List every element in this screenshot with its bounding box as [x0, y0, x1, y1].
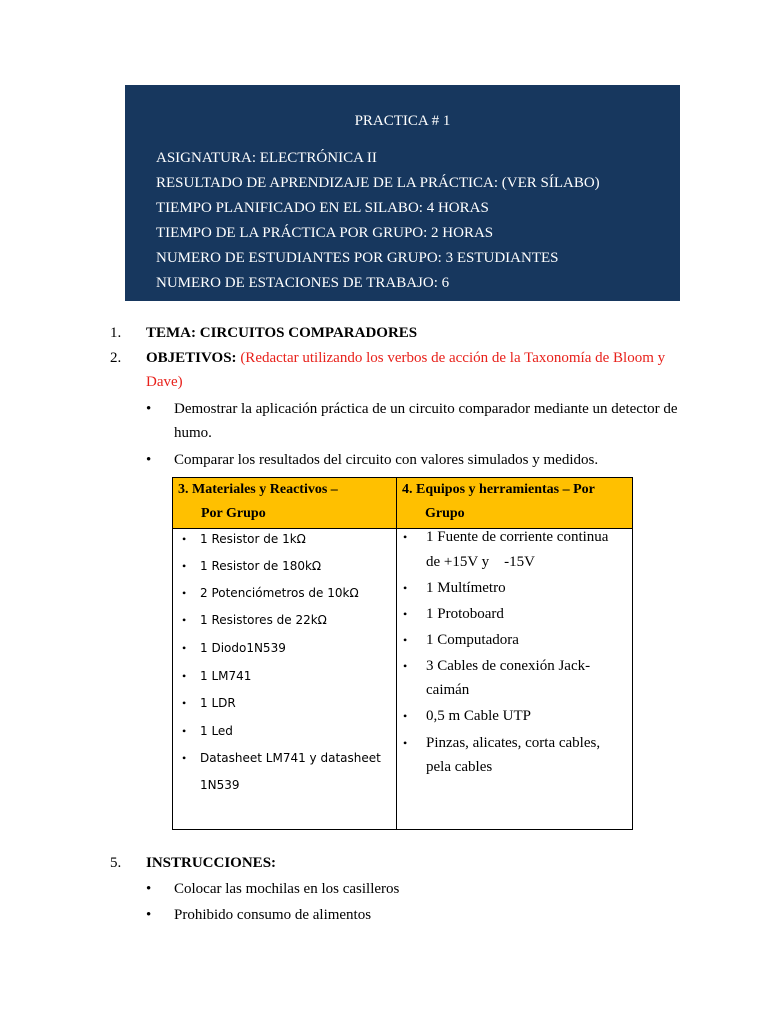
objectives-note-continued: Dave): [146, 374, 183, 390]
practice-info-lines: [156, 146, 600, 296]
instruction-item: Prohibido consumo de alimentos: [174, 907, 372, 923]
equipment-item: Pinzas, alicates, corta cables,: [426, 735, 601, 751]
material-item: Datasheet LM741 y datasheet: [200, 751, 381, 765]
objective-1-line1: Demostrar la aplicación práctica de un circuito comparador mediante un detector de: [174, 401, 678, 417]
objective-1-line2: humo.: [174, 425, 212, 441]
material-item: 1 Resistor de 1kΩ: [200, 532, 306, 546]
equipment-item-continued: de +15V y -15V: [426, 554, 536, 570]
materials-equipment-table: [172, 477, 633, 830]
subject-line: ASIGNATURA: ELECTRÓNICA II: [156, 150, 377, 166]
section-2-heading: [146, 346, 665, 370]
equipment-item-continued: caimán: [426, 682, 470, 698]
bullet-icon: •: [403, 607, 408, 621]
objective-2: Comparar los resultados del circuito con valores simulados y medidos.: [174, 452, 599, 468]
bullet-icon: •: [182, 613, 187, 627]
material-item: 1 Diodo1N539: [200, 641, 286, 655]
material-item: 1 Resistores de 22kΩ: [200, 613, 327, 627]
bullet-icon: •: [182, 696, 187, 710]
bullet-icon: •: [182, 641, 187, 655]
bullet-icon: •: [403, 633, 408, 647]
material-item: 1 LM741: [200, 669, 252, 683]
material-item: 1 LDR: [200, 696, 236, 710]
equipment-item: 1 Protoboard: [426, 606, 504, 622]
students-per-group-line: NUMERO DE ESTUDIANTES POR GRUPO: 3 ESTUDIANTES: [156, 250, 559, 266]
materials-header: [173, 478, 397, 529]
section-5-heading: INSTRUCCIONES:: [146, 855, 277, 871]
bullet-icon: •: [182, 559, 187, 573]
materials-header-line2: Por Grupo: [201, 506, 266, 521]
section-5-number: 5.: [110, 855, 122, 871]
practice-title: PRACTICA # 1: [354, 113, 451, 129]
bullet-icon: •: [146, 881, 152, 897]
bullet-icon: •: [146, 401, 152, 417]
equipment-item-continued: pela cables: [426, 759, 493, 775]
bullet-icon: •: [403, 581, 408, 595]
objectives-note: (Redactar utilizando los verbos de acción de la Taxonomía de Bloom y: [240, 350, 666, 366]
material-item: 1 Led: [200, 724, 233, 738]
equipment-item: 1 Fuente de corriente continua: [426, 529, 609, 545]
section-1-heading: TEMA: CIRCUITOS COMPARADORES: [146, 325, 418, 341]
bullet-icon: •: [182, 669, 187, 683]
group-time-line: TIEMPO DE LA PRÁCTICA POR GRUPO: 2 HORAS: [156, 225, 494, 241]
practice-header-box: [125, 85, 680, 301]
bullet-icon: •: [182, 724, 187, 738]
objectives-label: OBJETIVOS:: [146, 350, 237, 366]
equipment-header-line2: Grupo: [425, 506, 465, 521]
equipment-item: 3 Cables de conexión Jack-: [426, 658, 591, 674]
bullet-icon: •: [182, 532, 187, 546]
equipment-item: 1 Multímetro: [426, 580, 506, 596]
material-item: 2 Potenciómetros de 10kΩ: [200, 586, 359, 600]
materials-header-line1: 3. Materiales y Reactivos –: [178, 482, 338, 497]
workstations-line: NUMERO DE ESTACIONES DE TRABAJO: 6: [156, 275, 450, 291]
material-item: 1 Resistor de 180kΩ: [200, 559, 322, 573]
bullet-icon: •: [182, 586, 187, 600]
bullet-icon: •: [403, 709, 408, 723]
column-divider: [396, 529, 397, 829]
bullet-icon: •: [403, 530, 408, 544]
equipment-item: 1 Computadora: [426, 632, 519, 648]
section-1-number: 1.: [110, 325, 122, 341]
material-item-continued: 1N539: [200, 778, 240, 792]
bullet-icon: •: [403, 736, 408, 750]
bullet-icon: •: [403, 659, 408, 673]
equipment-header-line1: 4. Equipos y herramientas – Por: [402, 482, 595, 497]
learning-outcome-line: RESULTADO DE APRENDIZAJE DE LA PRÁCTICA: (VER SÍLABO): [156, 175, 600, 191]
equipment-item: 0,5 m Cable UTP: [426, 708, 531, 724]
bullet-icon: •: [182, 751, 187, 765]
section-2-number: 2.: [110, 350, 122, 366]
instruction-item: Colocar las mochilas en los casilleros: [174, 881, 400, 897]
planned-time-line: TIEMPO PLANIFICADO EN EL SILABO: 4 HORAS: [156, 200, 489, 216]
bullet-icon: •: [146, 452, 152, 468]
bullet-icon: •: [146, 907, 152, 923]
equipment-header: [397, 478, 632, 529]
